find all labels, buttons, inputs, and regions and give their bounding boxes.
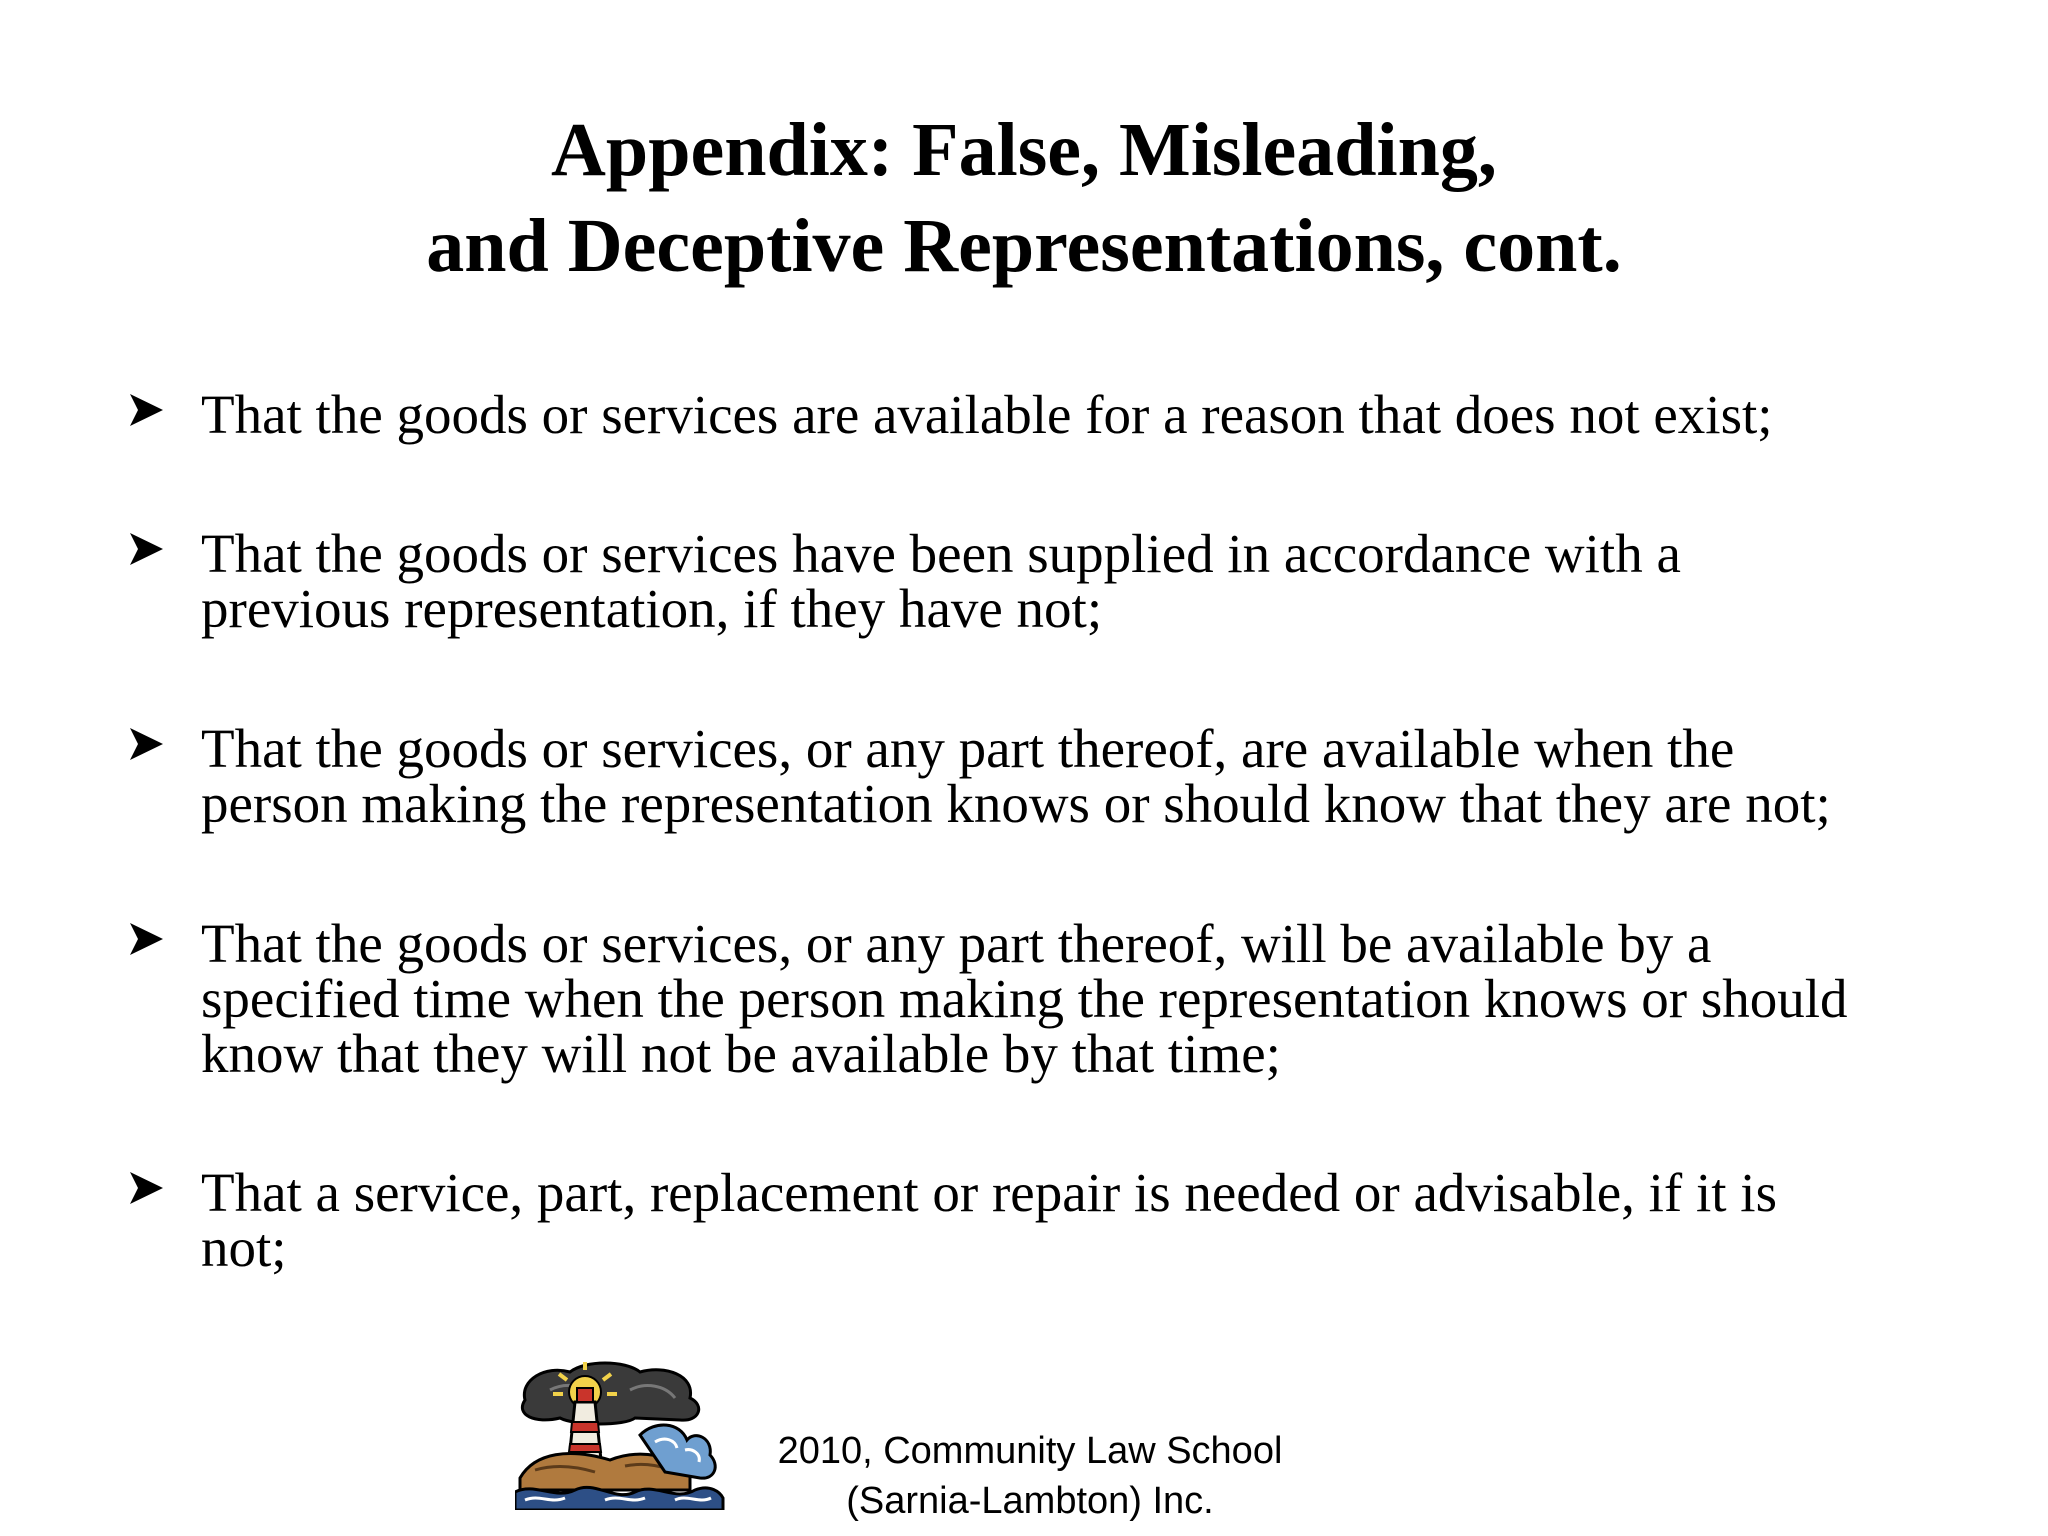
arrowhead-bullet-icon [128,727,164,761]
lighthouse-logo-icon [515,1360,725,1510]
bullet-text: That a service, part, replacement or repair is needed or advisable, if it is not; [201,1162,1777,1278]
title-line: and Deceptive Representations, cont. [426,204,1622,288]
footer-line: 2010, Community Law School [777,1430,1283,1472]
arrowhead-bullet-icon [128,1171,164,1205]
arrowhead-bullet-icon [128,922,164,956]
bullet-text: That the goods or services have been supplied in accordance with a previous representation, if they have not; [201,523,1681,639]
bullet-text: That the goods or services, or any part thereof, are available when the person making the representation knows or should know that they are not; [201,718,1831,834]
footer-credit [740,1426,1320,1526]
bullet-text: That the goods or services are available for a reason that does not exist; [201,384,1773,445]
arrowhead-bullet-icon [128,532,164,566]
footer-line: (Sarnia-Lambton) Inc. [846,1480,1214,1522]
title-line: Appendix: False, Misleading, [551,108,1497,192]
arrowhead-bullet-icon [128,393,164,427]
bullet-text: That the goods or services, or any part thereof, will be available by a specified time when the person making the representation knows or should know that they will not be available by that time; [201,913,1848,1084]
